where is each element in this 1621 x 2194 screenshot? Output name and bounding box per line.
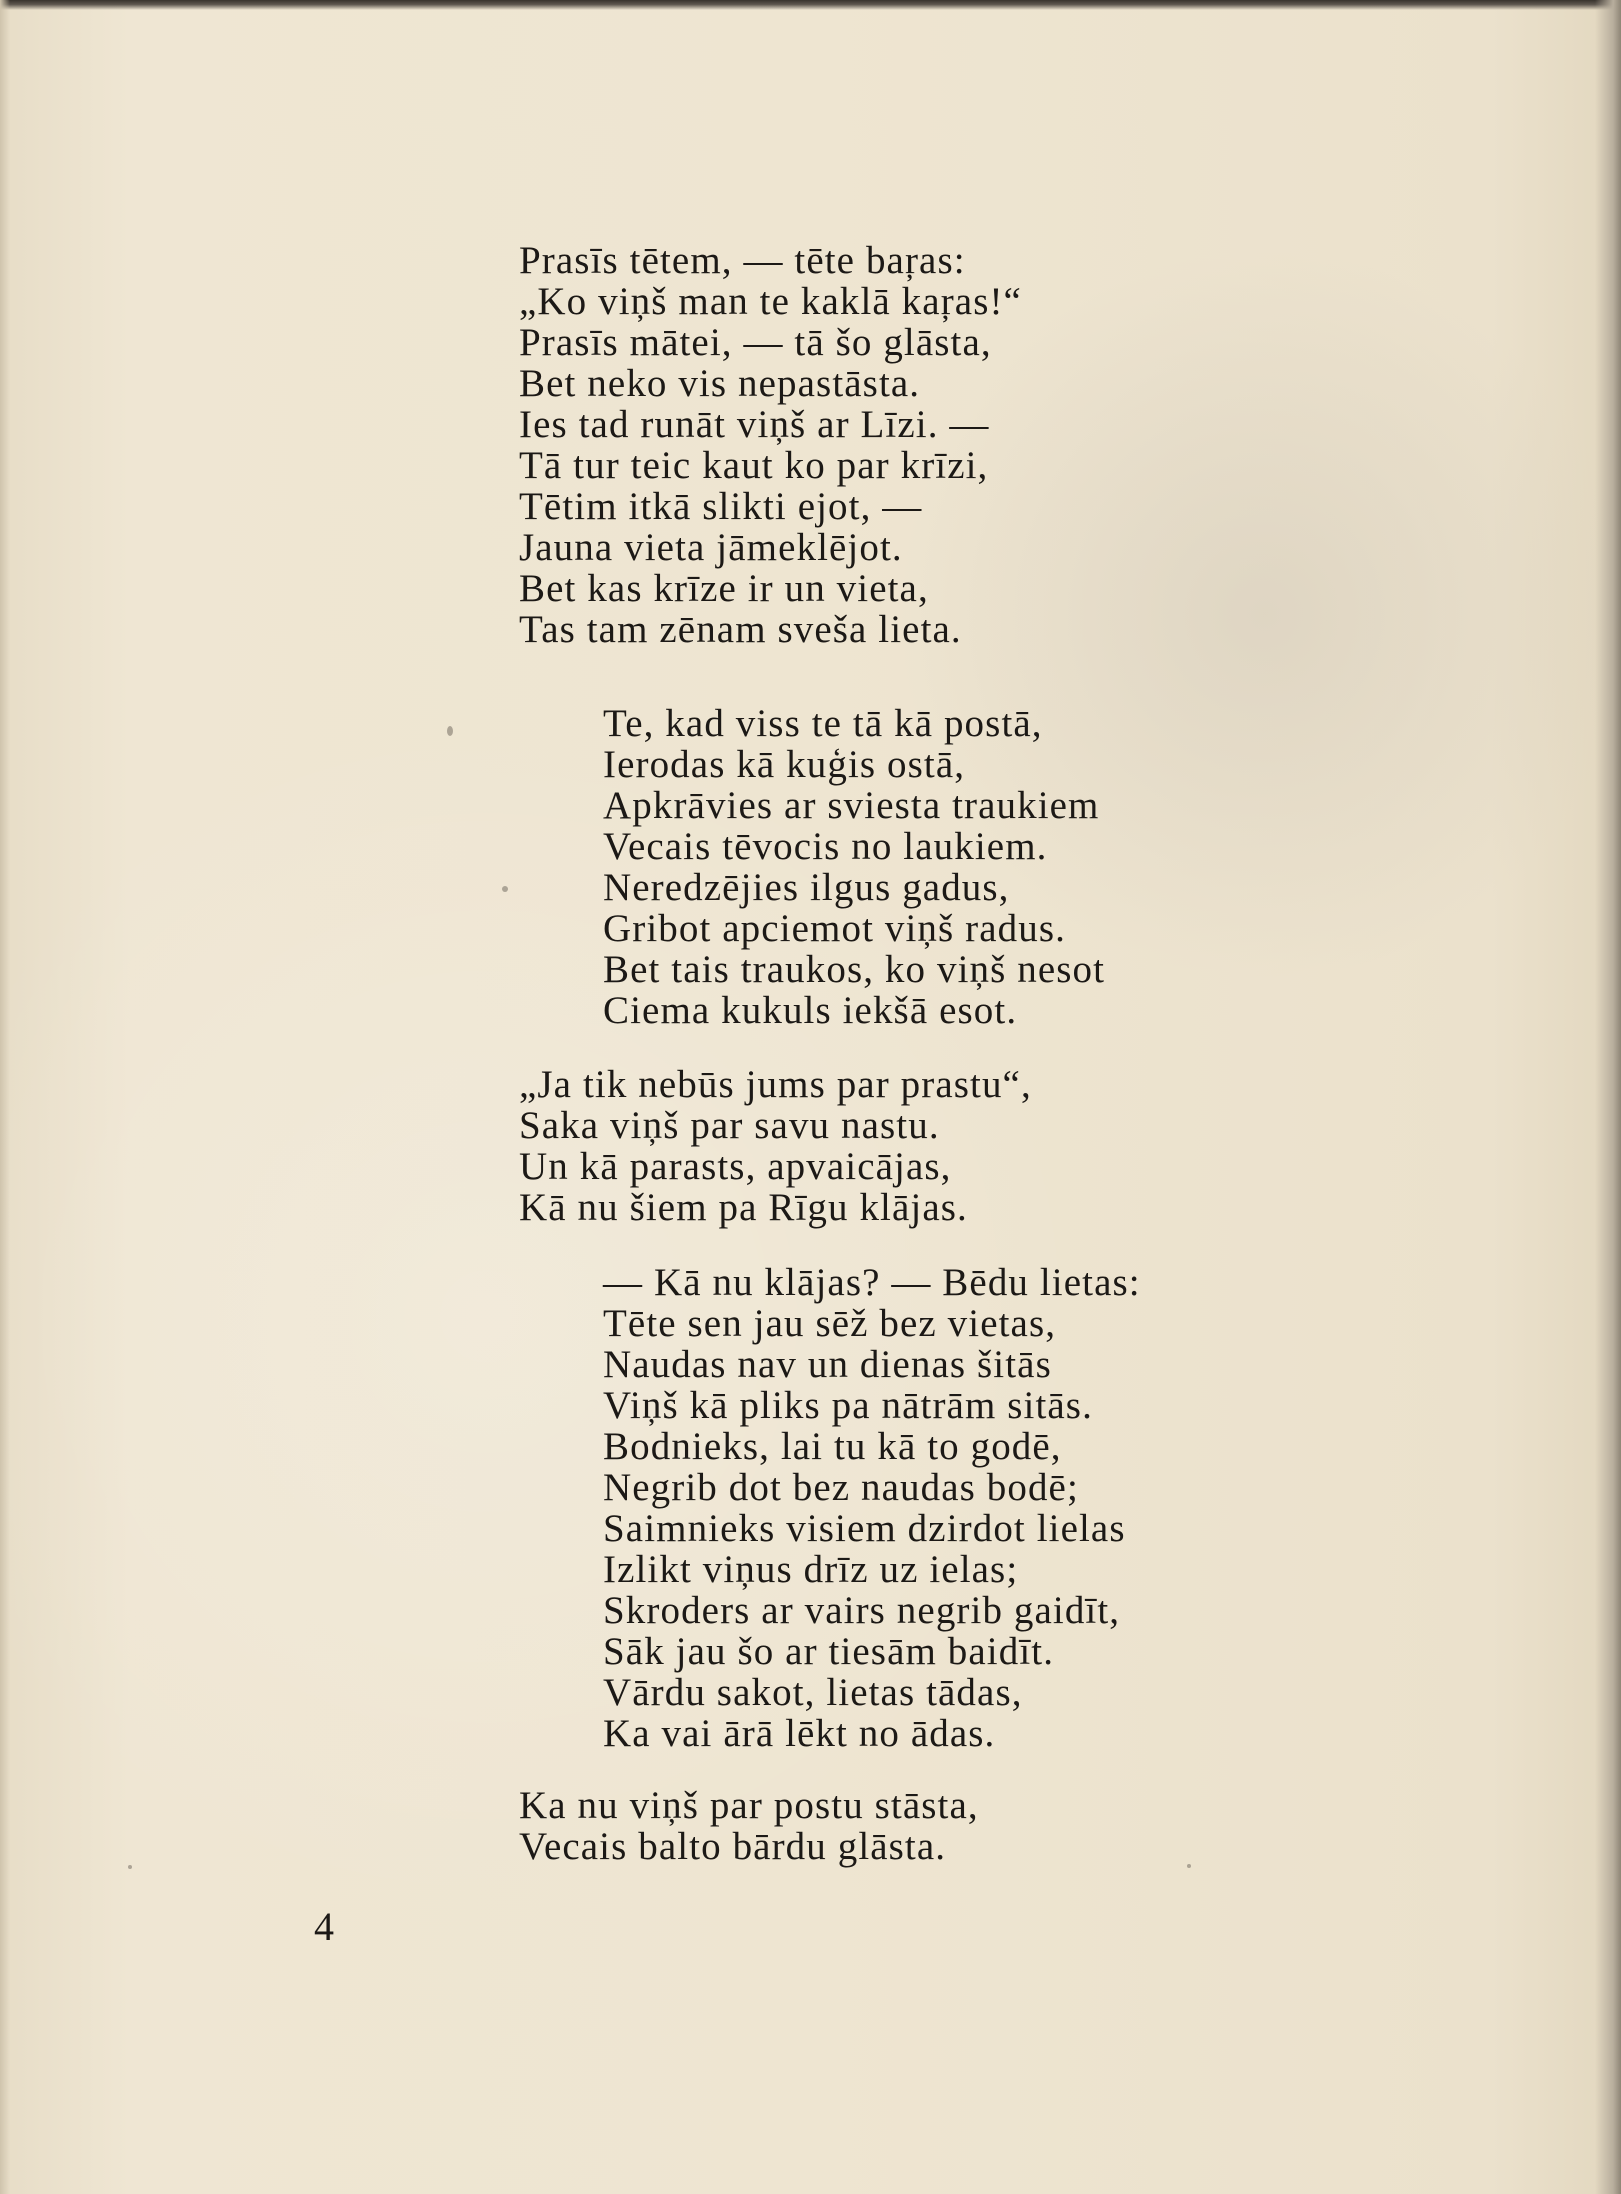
poem-line: Tētim itkā slikti ejot, — [519,485,923,528]
poem-line: Tas tam zēnam sveša lieta. [519,608,962,651]
poem-stanza-4 [603,1262,1141,1754]
poem-line: Apkrāvies ar sviesta traukiem [603,784,1100,827]
poem-line: Viņš kā pliks pa nātrām sitās. [603,1384,1093,1427]
poem-line: Ies tad runāt viņš ar Līzi. — [519,403,990,446]
poem-line: Negrib dot bez naudas bodē; [603,1466,1079,1509]
poem-line: Vecais tēvocis no laukiem. [603,825,1048,868]
poem-line: Ka nu viņš par postu stāsta, [519,1784,979,1827]
poem-line: Skroders ar vairs negrib gaidīt, [603,1589,1121,1632]
poem-line: Prasīs tētem, — tēte baŗas: [519,239,966,282]
poem-line: Ciema kukuls iekšā esot. [603,989,1018,1032]
poem-line: Vecais balto bārdu glāsta. [519,1825,947,1868]
poem-line: Naudas nav un dienas šitās [603,1343,1052,1386]
poem-line: Ka vai ārā lēkt no ādas. [603,1712,996,1755]
poem-line: Saka viņš par savu nastu. [519,1104,940,1147]
poem-stanza-3 [519,1064,1032,1228]
poem-line: Jauna vieta jāmeklējot. [519,526,903,569]
poem-line: Tēte sen jau sēž bez vietas, [603,1302,1057,1345]
poem-line: Kā nu šiem pa Rīgu klājas. [519,1186,968,1229]
poem-line: Bet kas krīze ir un vieta, [519,567,929,610]
poem-line: Tā tur teic kaut ko par krīzi, [519,444,989,487]
poem-line: Sāk jau šo ar tiesām baidīt. [603,1630,1055,1673]
poem-line: „Ja tik nebūs jums par prastu“, [519,1063,1032,1106]
poem-line: Gribot apciemot viņš radus. [603,907,1066,950]
poem-line: Bodnieks, lai tu kā to godē, [603,1425,1062,1468]
poem-line: Izlikt viņus drīz uz ielas; [603,1548,1019,1591]
poem-line: Un kā parasts, apvaicājas, [519,1145,952,1188]
poem-line: Ierodas kā kuģis ostā, [603,743,966,786]
poem-line: Neredzējies ilgus gadus, [603,866,1010,909]
poem-stanza-5 [519,1785,979,1867]
poem-line: Prasīs mātei, — tā šo glāsta, [519,321,992,364]
poem-line: Bet tais traukos, ko viņš nesot [603,948,1106,991]
poem-stanza-2 [603,703,1105,1031]
page-number: 4 [314,1904,334,1949]
poem-line: Te, kad viss te tā kā postā, [603,702,1043,745]
poem-line: „Ko viņš man te kaklā kaŗas!“ [519,280,1022,323]
poem-line: Bet neko vis nepastāsta. [519,362,921,405]
poem-line: — Kā nu klājas? — Bēdu lietas: [603,1261,1141,1304]
poem-line: Saimnieks visiem dzirdot lielas [603,1507,1126,1550]
poem-stanza-1 [519,240,1022,650]
poem-line: Vārdu sakot, lietas tādas, [603,1671,1023,1714]
